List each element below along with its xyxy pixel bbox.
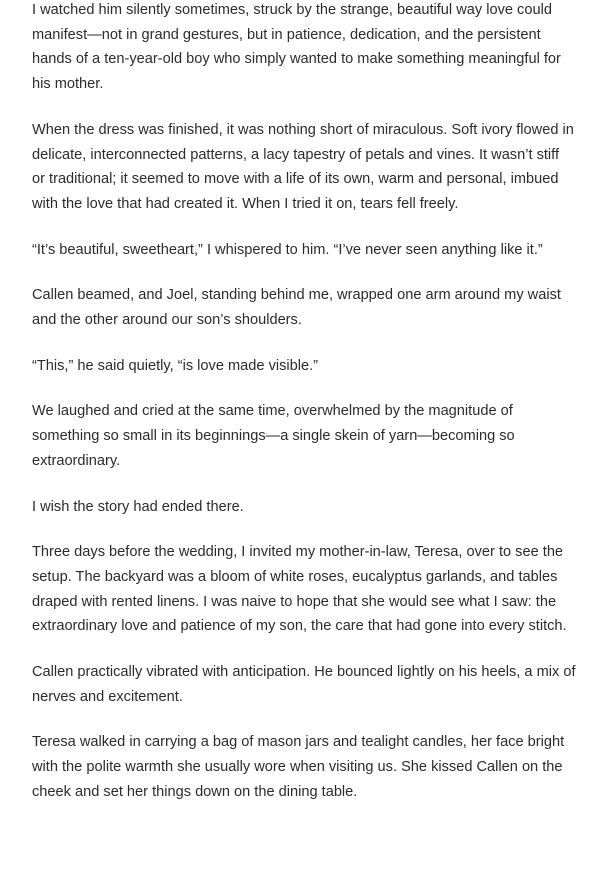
paragraph-laughed-and-cried: We laughed and cried at the same time, overwhelmed by the magnitude of something so small in its beginnings—a single skein of yarn—becoming so extraordinary. bbox=[32, 403, 515, 469]
paragraph-story-ended: I wish the story had ended there. bbox=[32, 498, 244, 515]
paragraph-dress-finished: When the dress was finished, it was nothing short of miraculous. Soft ivory flowed in delicate, interconnected patterns, a lacy tapestry of petals and vines. It wasn’t stiff or traditional; it seemed to move with a life of its own, warm and personal, imbued with the love that had created it. When I tried it on, tears fell freely. bbox=[32, 121, 574, 212]
paragraph-three-days-before: Three days before the wedding, I invited my mother-in-law, Teresa, over to see the setup. The backyard was a bloom of white roses, eucalyptus garlands, and tables draped with rented linens. I was naive to hope that she would see what I saw: the extraordinary love and patience of my son, the care that had gone into every stitch. bbox=[32, 544, 567, 635]
paragraph-watched-him: I watched him silently sometimes, struck by the strange, beautiful way love could manifest—not in grand gestures, but in patience, dedication, and the persistent hands of a ten-year-old boy who simply wanted to make something meaningful for his mother. bbox=[32, 2, 561, 93]
paragraph-love-made-visible: “This,” he said quietly, “is love made visible.” bbox=[32, 357, 319, 374]
paragraph-callen-beamed: Callen beamed, and Joel, standing behind me, wrapped one arm around my waist and the other around our son’s shoulders. bbox=[32, 287, 561, 329]
paragraph-teresa-walked-in: Teresa walked in carrying a bag of mason jars and tealight candles, her face bright with the polite warmth she usually wore when visiting us. She kissed Callen on the cheek and set her things down on the dining table. bbox=[32, 734, 565, 800]
paragraph-callen-vibrated: Callen practically vibrated with anticipation. He bounced lightly on his heels, a mix of nerves and excitement. bbox=[32, 664, 576, 705]
paragraph-its-beautiful: “It’s beautiful, sweetheart,” I whispered to him. “I’ve never seen anything like it.” bbox=[32, 241, 543, 258]
